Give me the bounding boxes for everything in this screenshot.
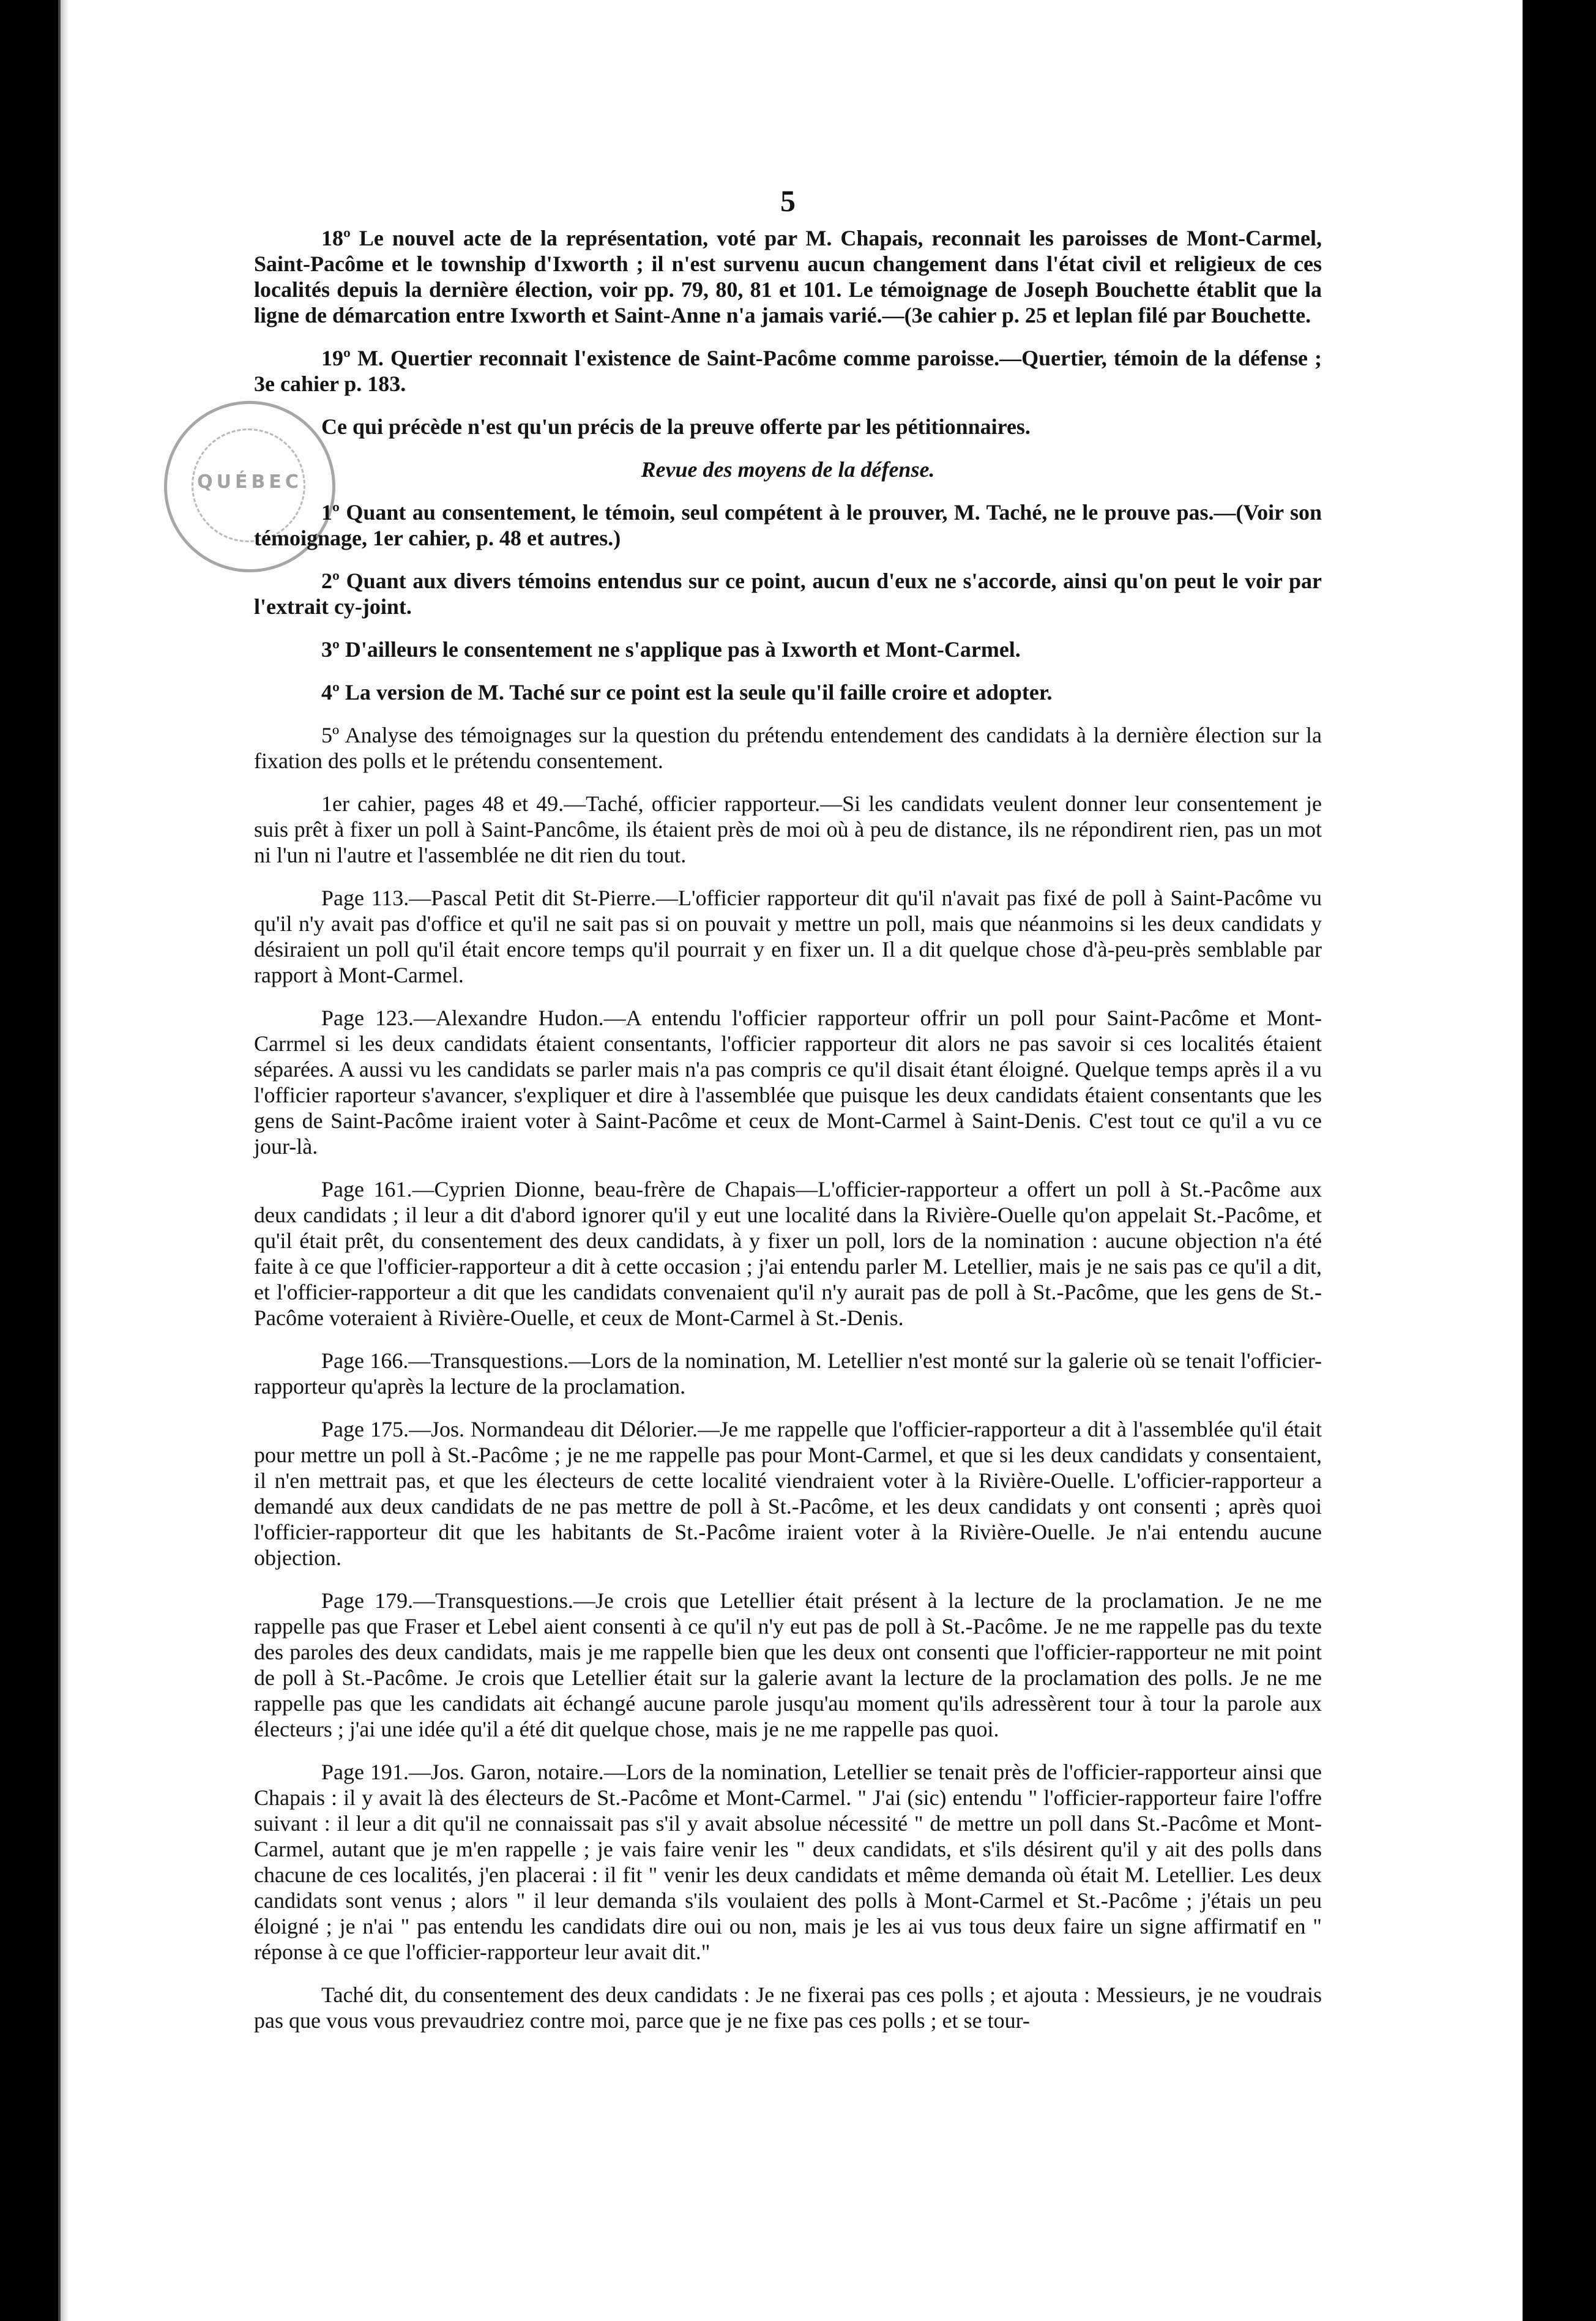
paragraph-summary: Ce qui précède n'est qu'un précis de la preuve offerte par les pétitionnaires. (321, 414, 1031, 439)
testimony-tache: 1er cahier, pages 48 et 49.—Taché, officier rapporteur.—Si les candidats veulent donner leur consentement je suis prêt à fixer un poll à Saint-Pancôme, ils étaient près de moi où à peu de distance, ils ne répondirent rien, pas un mot ni l'un ni l'autre et l'assemblée ne dit rien du tout. (254, 791, 1322, 867)
testimony-page-175: Page 175.—Jos. Normandeau dit Délorier.—Je me rappelle que l'officier-rapporteur a dit à l'assemblée qu'il était pour mettre un poll à St.-Pacôme ; je ne me rappelle pas pour Mont-Carmel, et que si les deux candidats y consentaient, il n'en mettrait pas, et que les électeurs de cette localité viendraient voter à la Rivière-Ouelle. L'officier-rapporteur a demandé aux deux candidats de ne pas mettre de poll à St.-Pacôme, et les deux candidats y ont consenti ; après quoi l'officier-rapporteur dit que les habitants de St.-Pacôme iraient voter à la Rivière-Ouelle. Je n'ai entendu aucune objection. (254, 1417, 1322, 1570)
testimony-page-123: Page 123.—Alexandre Hudon.—A entendu l'officier rapporteur offrir un poll pour Saint-Pacôme et Mont-Carrmel si les deux candidats étaient consentants, l'officier rapporteur dit alors ne pas savoir si ces localités étaient séparées. A aussi vu les candidats se parler mais n'a pas compris ce qu'il disait étant éloigné. Quelque temps après il a vu l'officier raporteur s'avancer, s'expliquer et dire à l'assemblée que puisque les deux candidats étaient consentants que les gens de Saint-Pacôme iraient voter à Saint-Pacôme et ceux de Mont-Carmel à Saint-Denis. C'est tout ce qu'il a vu ce jour-là. (254, 1006, 1322, 1159)
testimony-page-179: Page 179.—Transquestions.—Je crois que Letellier était présent à la lecture de la proclamation. Je ne me rappelle pas que Fraser et Lebel aient consenti à ce qu'il n'y eut pas de poll à St.-Pacôme. Je ne me rappelle pas du texte des paroles des deux candidats, mais je me rappelle bien que les deux ont consenti que l'officier-rapporteur ne mit point de poll à St.-Pacôme. Je crois que Letellier était sur la galerie avant la lecture de la proclamation des polls. Je ne me rappelle pas que les candidats ait échangé aucune parole jusqu'au moment qu'ils adressèrent tour à tour la parole aux électeurs ; j'ai une idée qu'il a été dit quelque chose, mais je ne me rappelle pas quoi. (254, 1588, 1322, 1741)
section-heading: Revue des moyens de la défense. (641, 457, 935, 482)
testimony-page-113: Page 113.—Pascal Petit dit St-Pierre.—L'officier rapporteur dit qu'il n'avait pas fixé de poll à Saint-Pacôme vu qu'il n'y avait pas d'office et qu'il ne sait pas si on pouvait y mettre un poll, mais que néanmoins si les deux candidats y désiraient un poll qu'il était encore temps qu'il pourrait y en fixer un. Il a dit quelque chose d'à-peu-près semblable par rapport à Mont-Carmel. (254, 886, 1322, 987)
paragraph-18: 18º Le nouvel acte de la représentation, voté par M. Chapais, reconnait les paroisses de Mont-Carmel, Saint-Pacôme et le township d'Ixworth ; il n'est survenu aucun changement dans l'état civil et religieux de ces localités depuis la dernière élection, voir pp. 79, 80, 81 et 101. Le témoignage de Joseph Bouchette établit que la ligne de démarcation entre Ixworth et Saint-Anne n'a jamais varié.—(3e cahier p. 25 et leplan filé par Bouchette. (254, 226, 1322, 327)
defense-point-5: 5º Analyse des témoignages sur la question du prétendu entendement des candidats à la dernière élection sur la fixation des polls et le prétendu consentement. (254, 723, 1322, 773)
defense-point-3: 3º D'ailleurs le consentement ne s'applique pas à Ixworth et Mont-Carmel. (321, 637, 1021, 662)
defense-point-4: 4º La version de M. Taché sur ce point est la seule qu'il faille croire et adopter. (321, 680, 1053, 705)
paragraph-19: 19º M. Quertier reconnait l'existence de Saint-Pacôme comme paroisse.—Quertier, témoin de la défense ; 3e cahier p. 183. (254, 346, 1322, 396)
page-number: 5 (780, 184, 796, 218)
testimony-page-191: Page 191.—Jos. Garon, notaire.—Lors de la nomination, Letellier se tenait près de l'officier-rapporteur ainsi que Chapais : il y avait là des électeurs de St.-Pacôme et Mont-Carmel. " J'ai (sic) entendu " l'officier-rapporteur faire l'offre suivant : il leur a dit qu'il ne connaissait pas s'il y avait absolue nécessité " de mettre un poll dans St.-Pacôme et Mont-Carmel, autant que je m'en rappelle ; je vais faire venir les " deux candidats, et s'ils désirent qu'il y ait des polls dans chacune de ces localités, j'en placerai : il fit " venir les deux candidats et même demanda où était M. Letellier. Les deux candidats sont venus ; alors " il leur demanda s'ils voulaient des polls à Mont-Carmel et St.-Pacôme ; j'étais un peu éloigné ; je n'ai " pas entendu les candidats dire oui ou non, mais je les ai vus tous deux faire un signe affirmatif en " réponse à ce que l'officier-rapporteur leur avait dit." (254, 1760, 1322, 1964)
stamp-text: QUÉBEC (197, 471, 302, 493)
testimony-page-166: Page 166.—Transquestions.—Lors de la nomination, M. Letellier n'est monté sur la galerie où se tenait l'officier-rapporteur qu'après la lecture de la proclamation. (254, 1348, 1322, 1399)
page-content (254, 184, 1322, 2047)
closing-paragraph: Taché dit, du consentement des deux candidats : Je ne fixerai pas ces polls ; et ajouta : Messieurs, je ne voudrais pas que vous vous prevaudriez contre moi, parce que je ne fixe pas ces polls ; et se tour- (254, 1983, 1322, 2033)
defense-point-1: 1º Quant au consentement, le témoin, seul compétent à le prouver, M. Taché, ne le prouve pas.—(Voir son témoignage, 1er cahier, p. 48 et autres.) (254, 500, 1322, 550)
testimony-page-161: Page 161.—Cyprien Dionne, beau-frère de Chapais—L'officier-rapporteur a offert un poll à St.-Pacôme aux deux candidats ; il leur a dit d'abord ignorer qu'il y eut une localité dans la Rivière-Ouelle qu'on appelait St.-Pacôme, et qu'il était prêt, du consentement des deux candidats, à y fixer un poll, lors de la nomination : aucune objection n'a été faite à ce que l'officier-rapporteur a dit à cette occasion ; j'ai entendu parler M. Letellier, mais je ne sais pas ce qu'il a dit, et l'officier-rapporteur a dit que les candidats convenaient qu'il n'y aurait pas de poll à St.-Pacôme, que les gens de St.-Pacôme voteraient à Rivière-Ouelle, et ceux de Mont-Carmel à St.-Denis. (254, 1177, 1322, 1330)
scan-border-right (1523, 0, 1596, 2321)
previous-page-edge (61, 0, 69, 2321)
scan-border-left (0, 0, 61, 2321)
defense-point-2: 2º Quant aux divers témoins entendus sur ce point, aucun d'eux ne s'accorde, ainsi qu'on peut le voir par l'extrait cy-joint. (254, 569, 1322, 619)
